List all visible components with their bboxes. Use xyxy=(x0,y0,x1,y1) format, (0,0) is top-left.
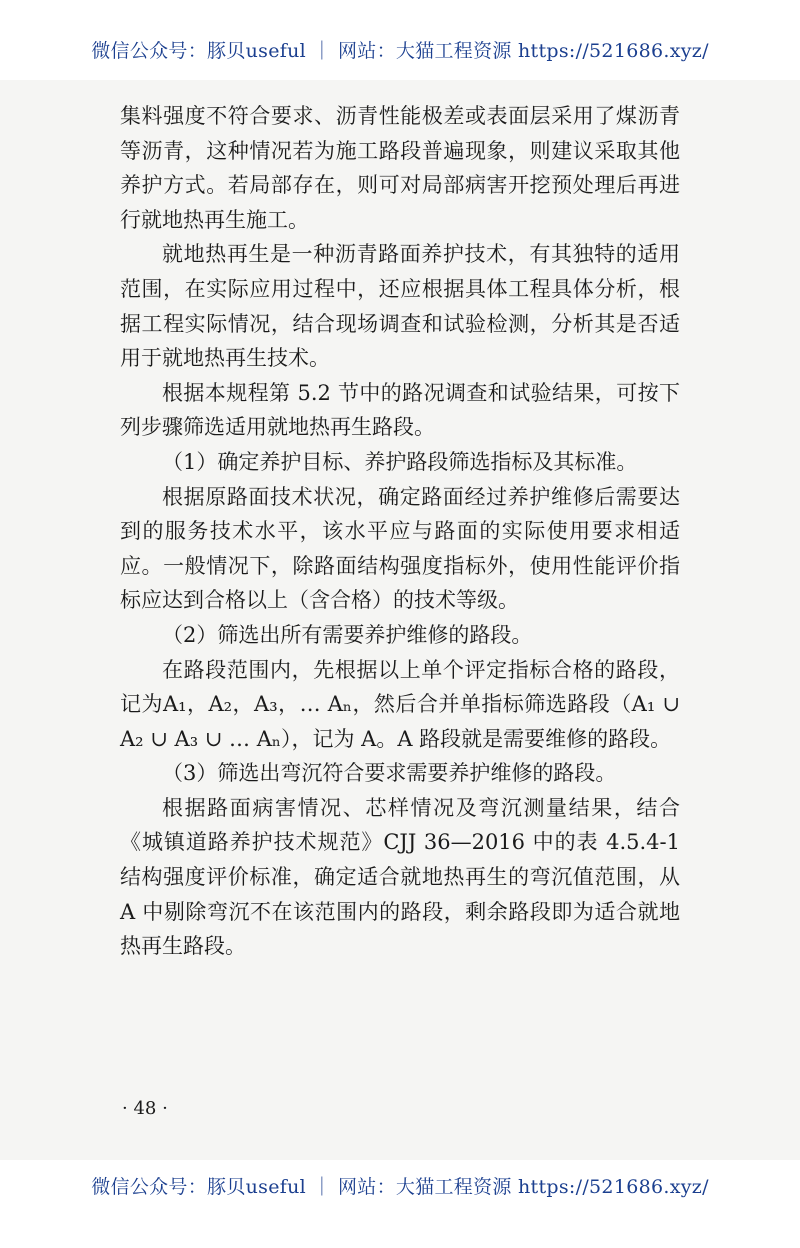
body-text xyxy=(120,99,680,964)
watermark-top: 微信公众号：豚贝useful ｜ 网站：大猫工程资源 https://521686.xyz/ xyxy=(91,40,709,62)
paragraph-5: 根据原路面技术状况，确定路面经过养护维修后需要达到的服务技术水平，该水平应与路面的实际使用要求相适应。一般情况下，除路面结构强度指标外，使用性能评价指标应达到合格以上（含合格）的技术等级。 xyxy=(120,484,680,613)
paragraph-2: 就地热再生是一种沥青路面养护技术，有其独特的适用范围，在实际应用过程中，还应根据具体工程具体分析，根据工程实际情况，结合现场调查和试验检测，分析其是否适用于就地热再生技术。 xyxy=(120,242,680,371)
paragraph-8: （3）筛选出弯沉符合要求需要养护维修的路段。 xyxy=(162,761,617,786)
paragraph-1: 集料强度不符合要求、沥青性能极差或表面层采用了煤沥青等沥青，这种情况若为施工路段普遍现象，则建议采取其他养护方式。若局部存在，则可对局部病害开挖预处理后再进行就地热再生施工。 xyxy=(120,104,680,232)
paragraph-3: 根据本规程第 5.2 节中的路况调查和试验结果，可按下列步骤筛选适用就地热再生路段。 xyxy=(120,380,680,440)
paragraph-4: （1）确定养护目标、养护路段筛选指标及其标准。 xyxy=(162,449,638,474)
paragraph-9: 根据路面病害情况、芯样情况及弯沉测量结果，结合《城镇道路养护技术规范》CJJ 36—2016 中的表 4.5.4-1 结构强度评价标准，确定适合就地热再生的弯沉值范围，从 A 中剔除弯沉不在该范围内的路段，剩余路段即为适合就地热再生路段。 xyxy=(120,795,680,959)
watermark-bottom: 微信公众号：豚贝useful ｜ 网站：大猫工程资源 https://521686.xyz/ xyxy=(91,1176,709,1198)
paragraph-6: （2）筛选出所有需要养护维修的路段。 xyxy=(162,622,533,647)
paragraph-7: 在路段范围内，先根据以上单个评定指标合格的路段，记为A₁，A₂，A₃，… Aₙ，然后合并单指标筛选路段（A₁ ∪ A₂ ∪ A₃ ∪ … Aₙ），记为 A。A 路段就是需要维修的路段。 xyxy=(120,657,680,751)
page-number: · 48 · xyxy=(122,1098,168,1119)
